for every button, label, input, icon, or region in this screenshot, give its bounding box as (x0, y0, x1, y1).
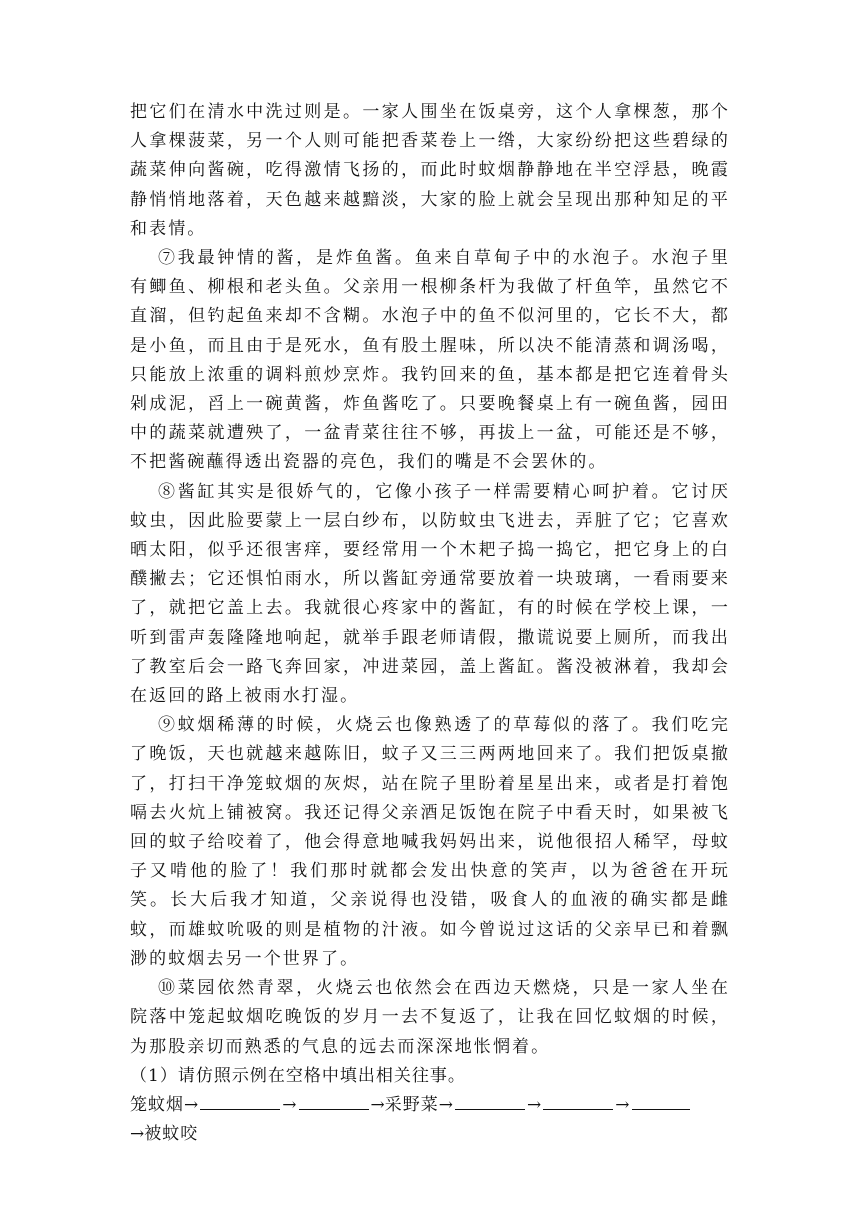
paragraph-9: ⑨蚊烟稀薄的时候，火烧云也像熟透了的草莓似的落了。我们吃完了晚饭，天也就越来越陈旧，蚊子又三三两两地回来了。我们把饭桌撤了，打扫干净笼蚊烟的灰烬，站在院子里盼着星星出来，或者是打着饱嗝去火炕上铺被窝。我还记得父亲酒足饭饱在院子中看天时，如果被飞回的蚊子给咬着了，他会得意地喊我妈妈出来，说他很招人稀罕，母蚊子又啃他的脸了！我们那时就都会发出快意的笑声，以为爸爸在开玩笑。长大后我才知道，父亲说得也没错，吸食人的血液的确实都是雌蚊，而雄蚊吮吸的则是植物的汁液。如今曾说过这话的父亲早已和着飘渺的蚊烟去另一个世界了。 (130, 715, 730, 969)
arrow-icon: → (527, 1094, 542, 1115)
arrow-icon: → (184, 1094, 199, 1115)
arrow-icon: → (615, 1094, 630, 1115)
paragraph-8: ⑧酱缸其实是很娇气的，它像小孩子一样需要精心呵护着。它讨厌蚊虫，因此脸要蒙上一层白纱布，以防蚊虫飞进去，弄脏了它；它喜欢晒太阳，似乎还很害痒，要经常用一个木耙子捣一捣它，把它身上的白醭撇去；它还惧怕雨水，所以酱缸旁通常要放着一块玻璃，一看雨要来了，就把它盖上去。我就很心疼家中的酱缸，有的时候在学校上课，一听到雷声轰隆隆地响起，就举手跟老师请假，撒谎说要上厕所，而我出了教室后会一路飞奔回家，冲进菜园，盖上酱缸。酱没被淋着，我却会在返回的路上被雨水打湿。 (130, 481, 730, 707)
document-page (130, 98, 730, 1149)
paragraph-10: ⑩菜园依然青翠，火烧云也依然会在西边天燃烧，只是一家人坐在院落中笼起蚊烟吃晚饭的岁月一去不复返了，让我在回忆蚊烟的时候，为那股亲切而熟悉的气息的远去而深深地怅惘着。 (130, 978, 730, 1057)
fill-in-sequence (130, 1091, 730, 1120)
paragraph-7: ⑦我最钟情的酱，是炸鱼酱。鱼来自草甸子中的水泡子。水泡子里有鲫鱼、柳根和老头鱼。父亲用一根柳条杆为我做了杆鱼竿，虽然它不直溜，但钓起鱼来却不含糊。水泡子中的鱼不似河里的，它长不大，都是小鱼，而且由于是死水，鱼有股土腥味，所以决不能清蒸和调汤喝，只能放上浓重的调料煎炒烹炸。我钓回来的鱼，基本都是把它连着骨头剁成泥，舀上一碗黄酱，炸鱼酱吃了。只要晚餐桌上有一碗鱼酱，园田中的蔬菜就遭殃了，一盆青菜往往不够，再拔上一盆，可能还是不够，不把酱碗蘸得透出瓷器的亮色，我们的嘴是不会罢休的。 (130, 248, 730, 473)
sequence-item-2: 采野菜 (384, 1094, 439, 1115)
arrow-icon: → (130, 1124, 145, 1145)
sequence-item-1: 笼蚊烟 (130, 1094, 184, 1115)
arrow-icon: → (282, 1094, 297, 1115)
arrow-icon: → (438, 1094, 453, 1115)
answer-blank-3[interactable] (455, 1108, 525, 1110)
arrow-icon: → (370, 1094, 385, 1115)
answer-blank-2[interactable] (299, 1108, 369, 1110)
answer-blank-5[interactable] (632, 1108, 690, 1110)
paragraph-continued: 把它们在清水中洗过则是。一家人围坐在饭桌旁，这个人拿棵葱，那个人拿棵菠菜，另一个人则可能把香菜卷上一绺，大家纷纷把这些碧绿的蔬菜伸向酱碗，吃得激情飞扬的，而此时蚊烟静静地在半空浮悬，晚霞静悄悄地落着，天色越来越黯淡，大家的脸上就会呈现出那种知足的平和表情。 (130, 102, 730, 239)
answer-blank-1[interactable] (200, 1108, 280, 1110)
sequence-item-3: 被蚊咬 (144, 1124, 199, 1145)
question-prompt: （1）请仿照示例在空格中填出相关往事。 (130, 1065, 466, 1086)
answer-blank-4[interactable] (543, 1108, 613, 1110)
fill-in-sequence-end (130, 1120, 730, 1149)
